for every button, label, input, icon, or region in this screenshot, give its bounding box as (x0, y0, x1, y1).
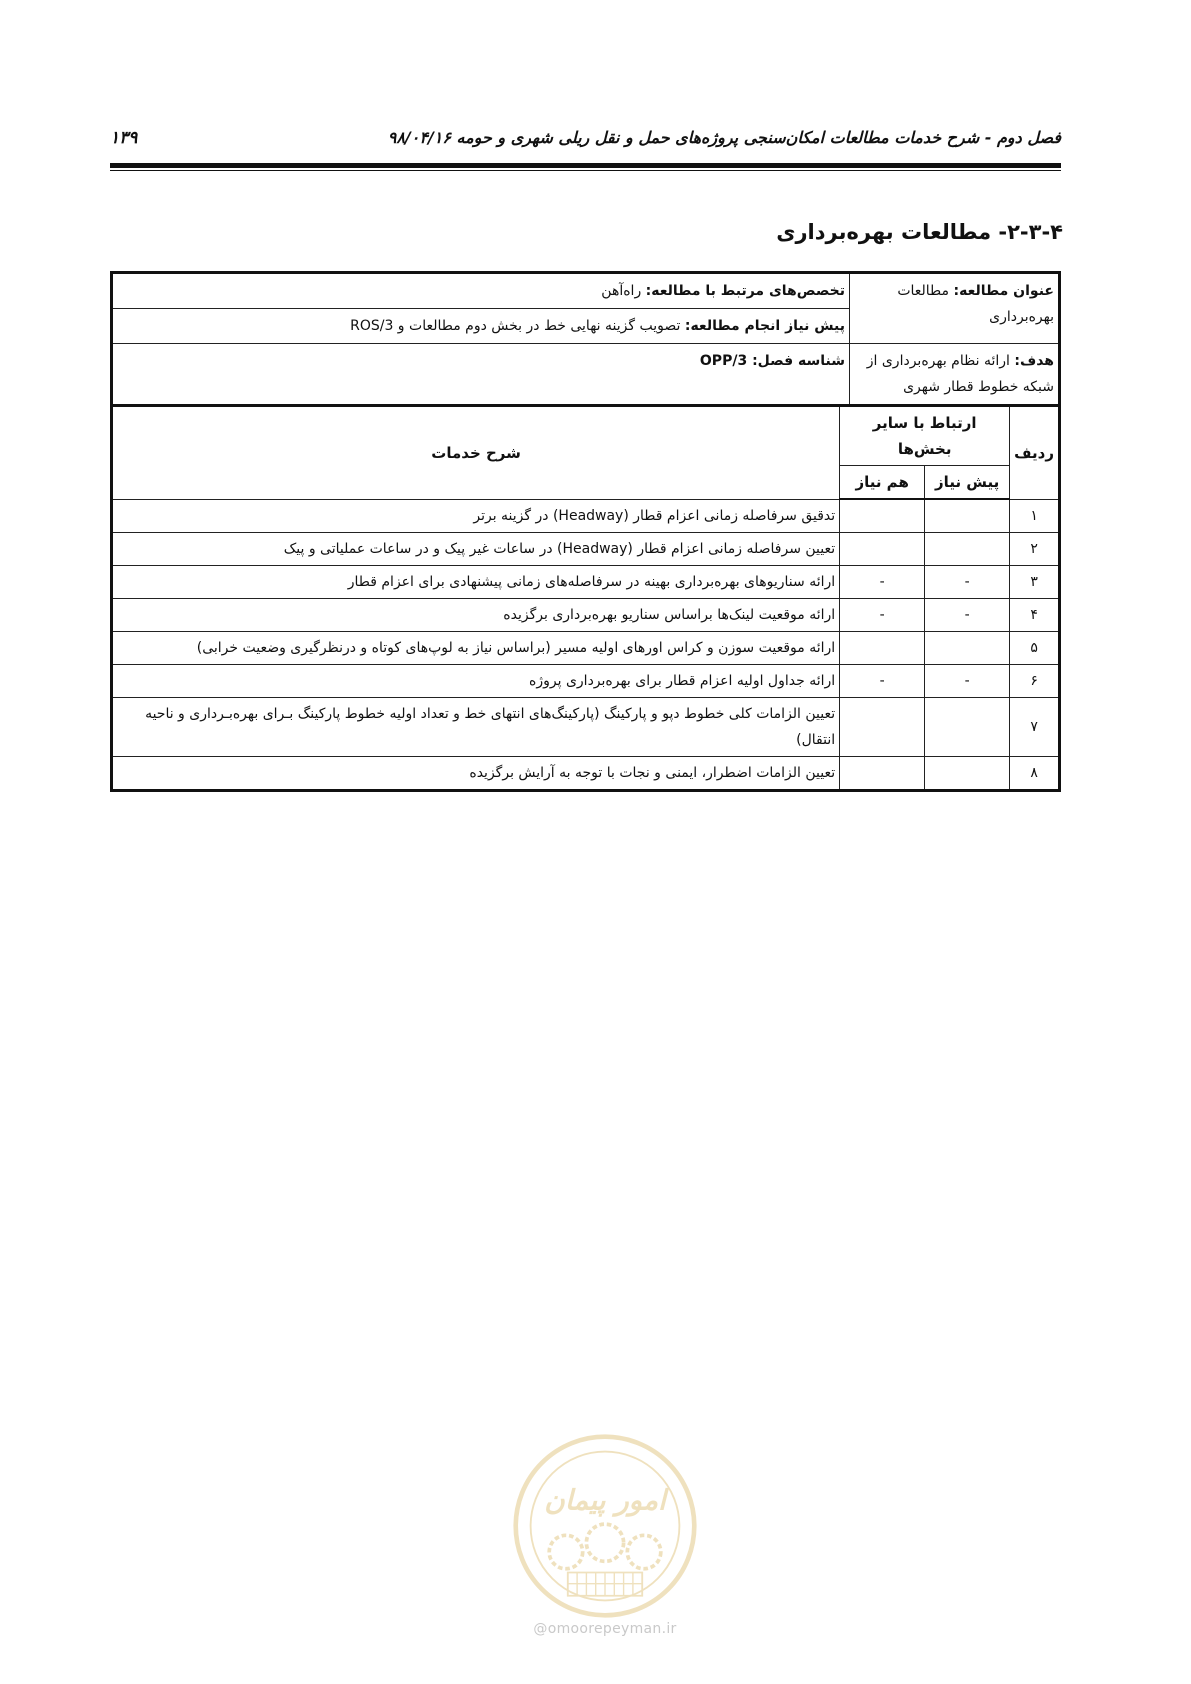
row-number: ۴ (1010, 598, 1060, 631)
row-coreq: - (840, 664, 925, 697)
page-number: ۱۳۹ (110, 128, 138, 148)
row-description: ارائه جداول اولیه اعزام قطار برای بهره‌برداری پروژه (112, 664, 840, 697)
row-description: تعیین الزامات کلی خطوط دپو و پارکینگ (پارکینگ‌های انتهای خط و تعداد اولیه خطوط پارکینگ بـرای بهره‌بـرداری و ناحیه انتقال) (112, 697, 840, 756)
row-prereq: - (925, 664, 1010, 697)
row-description: تعیین سرفاصله زمانی اعزام قطار (Headway) در ساعات غیر پیک و در ساعات عملیاتی و پیک (112, 532, 840, 565)
row-prereq (925, 756, 1010, 790)
table-row (112, 697, 1060, 756)
study-specialties-prereq-cell (112, 273, 850, 344)
header-coreq: هم نیاز (840, 466, 925, 500)
prereq-value: تصویب گزینه نهایی خط در بخش دوم مطالعات و ROS/3 (350, 318, 685, 334)
page-header (110, 128, 1061, 154)
row-description: تعیین الزامات اضطرار، ایمنی و نجات با توجه به آرایش برگزیده (112, 756, 840, 790)
row-coreq: - (840, 565, 925, 598)
table-row (112, 598, 1060, 631)
header-row-number: ردیف (1010, 406, 1060, 500)
row-prereq (925, 631, 1010, 664)
goal-label: هدف: (1014, 353, 1054, 369)
study-title-value: مطالعات بهره‌برداری (897, 283, 1054, 325)
row-number: ۷ (1010, 697, 1060, 756)
header-relation: ارتباط با سایر بخش‌ها (840, 406, 1010, 466)
study-goal-cell (850, 344, 1060, 405)
watermark-site: @omoorepeyman.ir (533, 1621, 677, 1637)
row-prereq (925, 697, 1010, 756)
section-heading: ۲-۳-۴- مطالعات بهره‌برداری (776, 220, 1063, 244)
table-row (112, 756, 1060, 790)
row-prereq (925, 532, 1010, 565)
study-info-table (110, 271, 1061, 405)
row-prereq: - (925, 565, 1010, 598)
row-coreq (840, 631, 925, 664)
row-coreq (840, 499, 925, 532)
header-rule-thick (110, 163, 1061, 168)
table-row (112, 499, 1060, 532)
watermark-logo-text: امور پیمان (544, 1483, 666, 1517)
row-number: ۸ (1010, 756, 1060, 790)
row-prereq (925, 499, 1010, 532)
row-number: ۵ (1010, 631, 1060, 664)
row-number: ۱ (1010, 499, 1060, 532)
header-title: فصل دوم - شرح خدمات مطالعات امکان‌سنجی پروژه‌های حمل و نقل ریلی شهری و حومه ۹۸/۰۴/۱۶ (387, 128, 1061, 147)
chapter-id-cell (112, 344, 850, 405)
row-prereq: - (925, 598, 1010, 631)
study-title-cell (850, 273, 1060, 344)
table-row (112, 565, 1060, 598)
table-row (112, 664, 1060, 697)
services-table (110, 404, 1061, 792)
specialties-value: راه‌آهن (601, 283, 646, 299)
row-description: ارائه موقعیت لینک‌ها براساس سناریو بهره‌برداری برگزیده (112, 598, 840, 631)
table-row (112, 631, 1060, 664)
row-coreq (840, 532, 925, 565)
study-title-label: عنوان مطالعه: (953, 283, 1054, 299)
row-number: ۲ (1010, 532, 1060, 565)
header-rule-thin (110, 170, 1061, 171)
chapter-id-label: شناسه فصل: (752, 353, 845, 369)
row-number: ۳ (1010, 565, 1060, 598)
table-row (112, 532, 1060, 565)
row-coreq: - (840, 598, 925, 631)
row-description: تدقیق سرفاصله زمانی اعزام قطار (Headway) در گزینه برتر (112, 499, 840, 532)
row-description: ارائه سناریوهای بهره‌برداری بهینه در سرفاصله‌های زمانی پیشنهادی برای اعزام قطار (112, 565, 840, 598)
header-service-desc: شرح خدمات (112, 406, 840, 500)
goal-value: ارائه نظام بهره‌برداری از شبکه خطوط قطار شهری (866, 353, 1054, 395)
row-coreq (840, 697, 925, 756)
header-prereq: پیش نیاز (925, 466, 1010, 500)
watermark-logo-icon (512, 1433, 698, 1619)
chapter-id-value: OPP/3 (699, 353, 753, 369)
prereq-label: پیش نیاز انجام مطالعه: (684, 318, 845, 334)
row-coreq (840, 756, 925, 790)
specialties-label: تخصص‌های مرتبط با مطالعه: (645, 283, 845, 299)
row-number: ۶ (1010, 664, 1060, 697)
row-description: ارائه موقعیت سوزن و کراس اورهای اولیه مسیر (براساس نیاز به لوپ‌های کوتاه و درنظرگیری وضعیت خرابی) (112, 631, 840, 664)
